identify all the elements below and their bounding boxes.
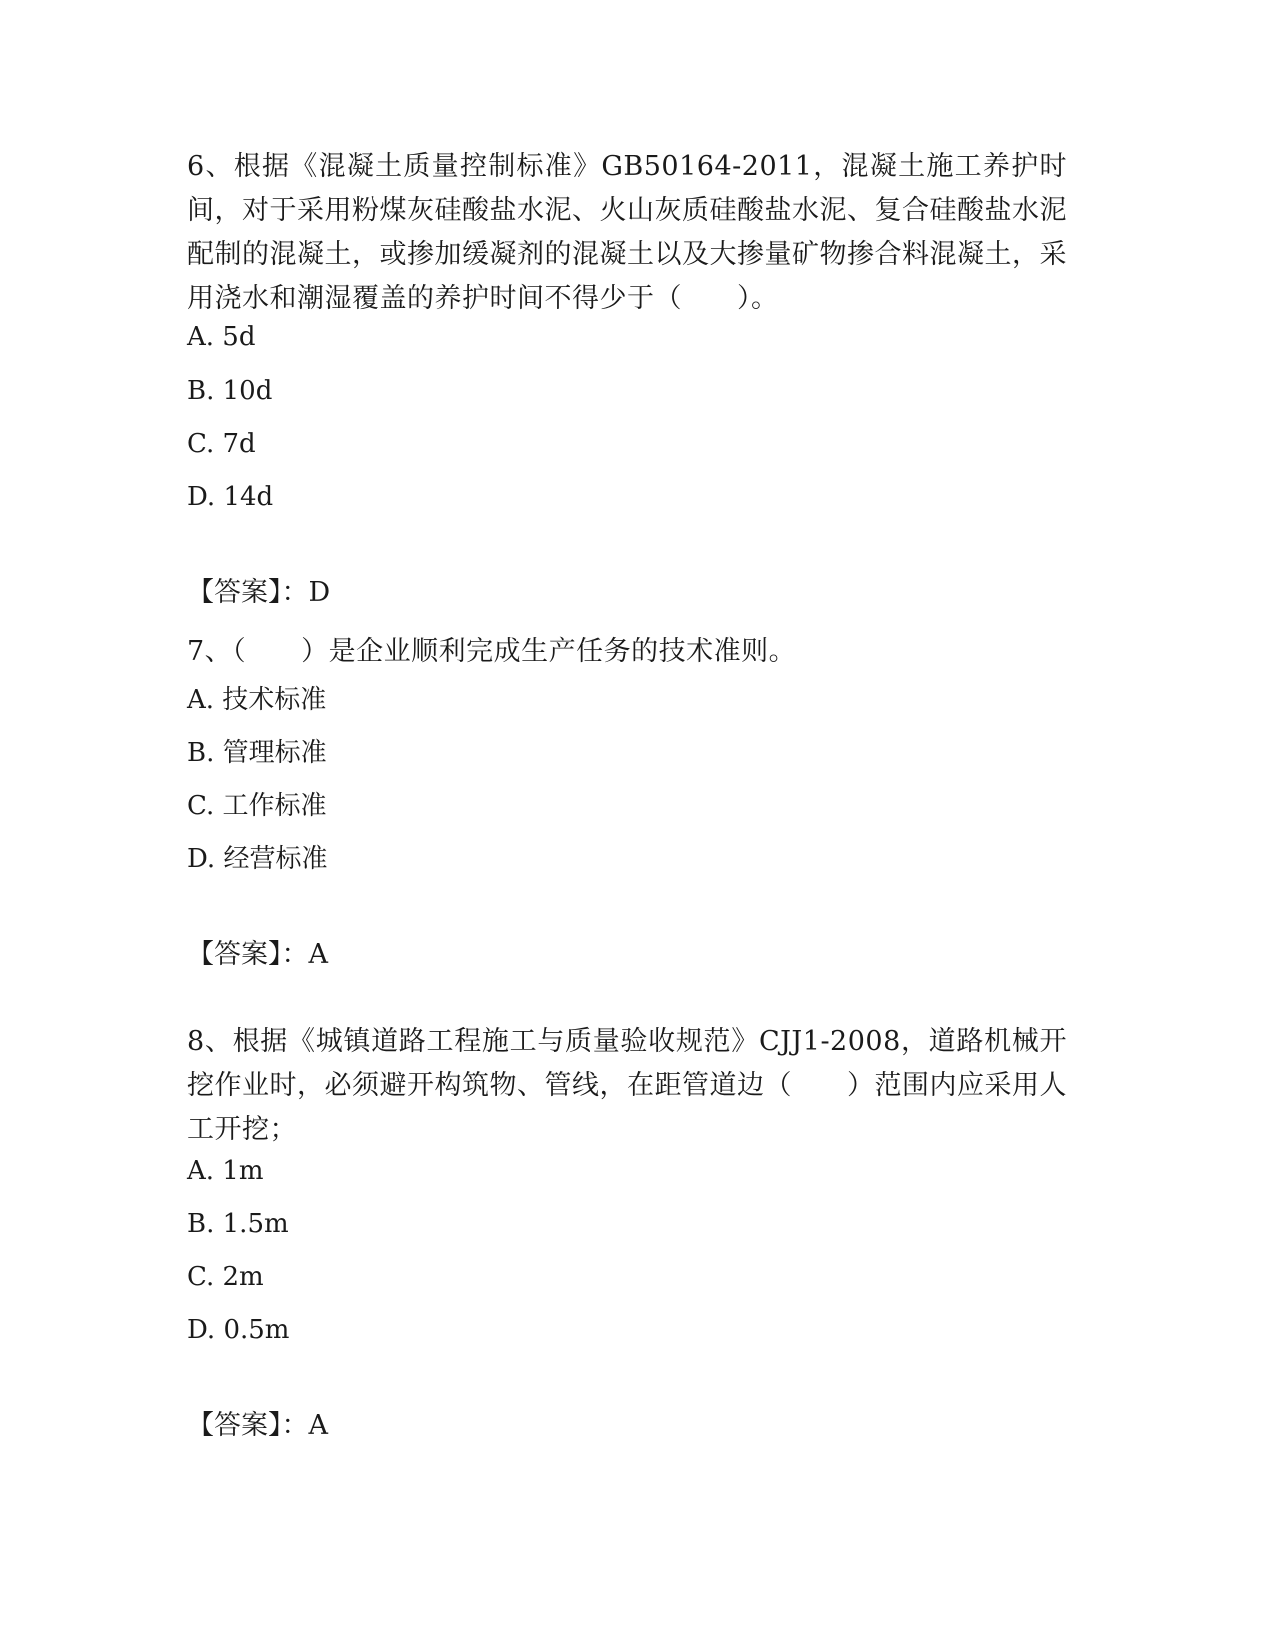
option-a: A. 5d xyxy=(187,322,256,352)
answer: 【答案】：A xyxy=(187,1410,328,1441)
answer: 【答案】：A xyxy=(187,939,328,970)
answer: 【答案】：D xyxy=(187,577,331,608)
question-stem: 7、（ ）是企业顺利完成生产任务的技术准则。 xyxy=(187,636,797,667)
question-stem: 6、根据《混凝土质量控制标准》GB50164-2011，混凝土施工养护时间，对于采用粉煤灰硅酸盐水泥、火山灰质硅酸盐水泥、复合硅酸盐水泥配制的混凝土，或掺加缓凝剂的混凝土以及大掺量矿物掺合料混凝土，采用浇水和潮湿覆盖的养护时间不得少于（ ）。 xyxy=(187,151,1067,314)
question-7 xyxy=(187,630,1067,970)
option-a: A. 技术标准 xyxy=(187,685,327,715)
option-d: D. 经营标准 xyxy=(187,844,328,874)
question-6 xyxy=(187,145,1067,608)
option-c: C. 2m xyxy=(187,1262,264,1292)
option-d: D. 14d xyxy=(187,482,274,512)
option-b: B. 10d xyxy=(187,376,273,406)
option-d: D. 0.5m xyxy=(187,1315,290,1345)
question-stem: 8、根据《城镇道路工程施工与质量验收规范》CJJ1-2008，道路机械开挖作业时，必须避开构筑物、管线，在距管道边（ ）范围内应采用人工开挖； xyxy=(187,1026,1067,1145)
option-c: C. 7d xyxy=(187,429,256,459)
question-8 xyxy=(187,1020,1067,1441)
option-b: B. 管理标准 xyxy=(187,738,327,768)
option-b: B. 1.5m xyxy=(187,1209,289,1239)
option-a: A. 1m xyxy=(187,1156,264,1186)
option-c: C. 工作标准 xyxy=(187,791,327,821)
